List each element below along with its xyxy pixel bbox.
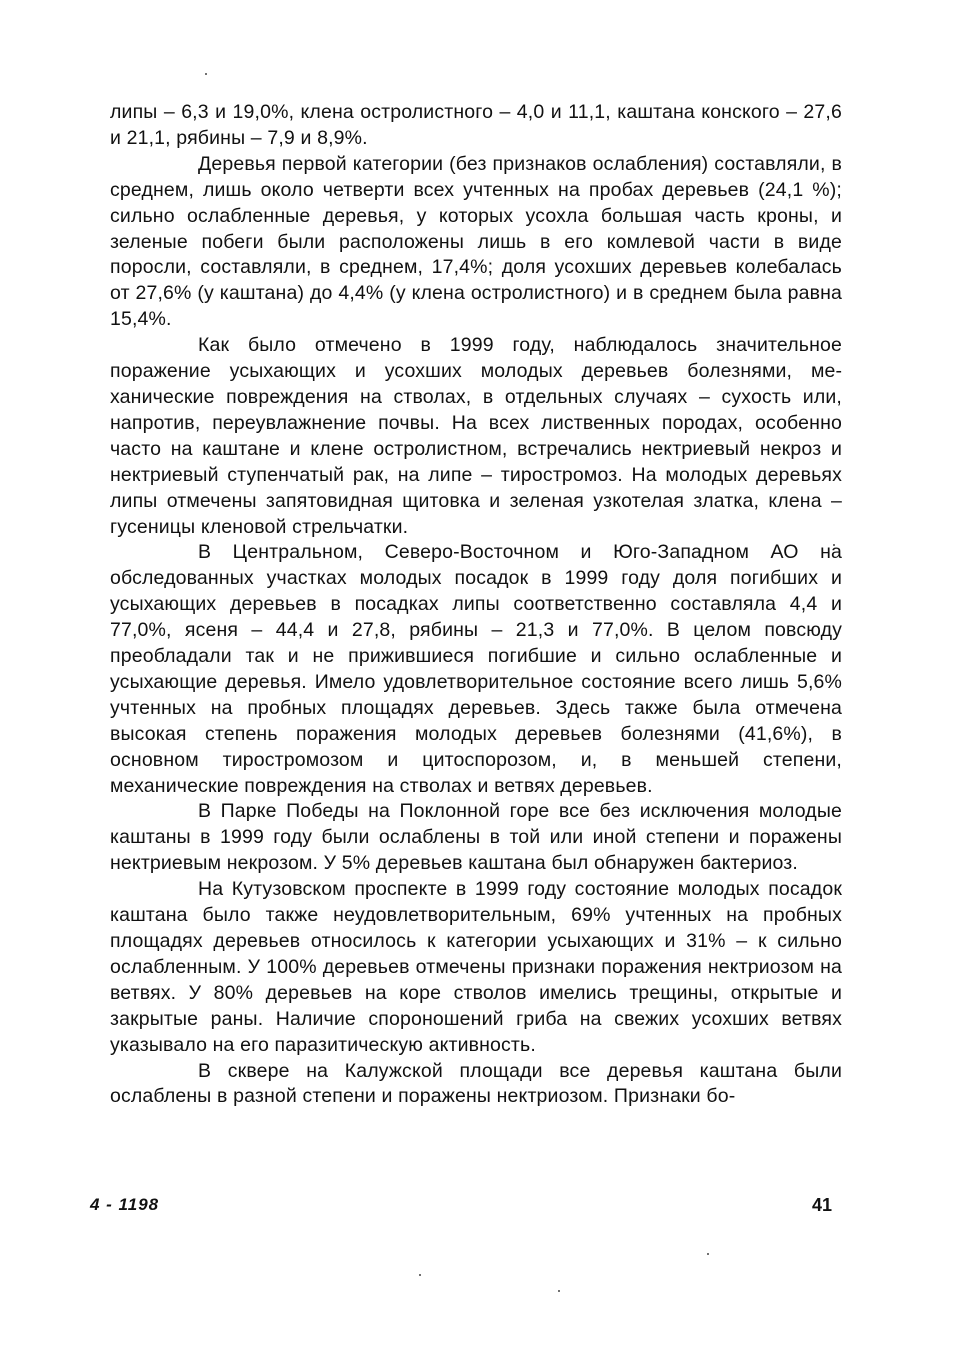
paragraph-first-category: Деревья первой категории (без признаков ослабления) составляли, в среднем, лишь около четверти всех учтенных на пробах деревьев (24,1 %); сильно ослабленные деревья, у которых усохла большая часть кроны, и зеленые побеги были расположены лишь в его комлевой части в виде поросли, составляли, в среднем, 17,4%; доля усохших деревьев колебалась от 27,6% (у каштана) до 4,4% (у клена остролистного) и в среднем была равна 15,4%. — [110, 152, 842, 331]
scan-speck — [707, 1253, 709, 1255]
page-number: 41 — [812, 1195, 833, 1215]
paragraph-districts: В Центральном, Северо-Восточном и Юго-Западном АО на обследованных участках молодых посадок в 1999 году доля погибших и усыхающих деревьев в посадках липы соответственно составляла 4,4 и 77,0%, ясеня – 44,4 и 27,8, рябины – 21,3 и 77,0%. В целом повсюду преобладали так и не прижившиеся погибшие и сильно ослабленные и усыхающие деревья. Имело удовлетворительное состояние всего лишь 5,6% учтенных на пробных площадях деревьев. Здесь также была отмечена высокая степень поражения молодых деревьев болезнями (41,6%), в основном тиростромозом и цитоспорозом, и, в меньшей степени, механические повреждения на стволах и ветвях деревьев. — [110, 541, 842, 797]
scan-speck — [419, 1274, 421, 1276]
scan-speck — [205, 73, 207, 75]
paragraph-kutuzovsky: На Кутузовском проспекте в 1999 году состояние молодых посадок каштана было также неудовлетворительным, 69% учтенных на пробных площадях деревьев относилось к категории усыхающих и 31% – к сильно ослабленным. У 100% деревьев отмечены признаки поражения нектриозом на ветвях. У 80% деревьев на коре стволов имелись трещины, открытые и закрытые раны. Наличие спороношений гриба на свежих усохших ветвях указывало на его паразитическую активность. — [110, 878, 842, 1056]
signature-mark: 4 - 1198 — [90, 1195, 160, 1214]
paragraph-victory-park: В Парке Победы на Поклонной горе все без исключения молодые каштаны в 1999 году были ослаблены в той или иной степени и поражены нектриевым некрозом. У 5% деревьев каштана был обнаружен бактериоз. — [110, 800, 842, 875]
paragraph-continuation: липы – 6,3 и 19,0%, клена остролистного – 4,0 и 11,1, каштана конского – 27,6 и 21,1, рябины – 7,9 и 8,9%. — [110, 101, 842, 149]
paragraph-kaluzhskaya: В сквере на Калужской площади все деревья каштана были ослаблены в разной степени и поражены нектриозом. Признаки бо- — [110, 1059, 842, 1108]
scan-speck — [558, 1290, 560, 1292]
paragraph-1999-damage: Как было отмечено в 1999 году, наблюдалось значительное поражение усыхающих и усохших молодых деревьев болезнями, механические повреждения на стволах, в отдельных случаях – сухость или, напротив, переувлажнение почвы. На всех лиственных породах, особенно часто на каштане и клене остролистном, встречались нектриевый некроз и нектриевый ступенчатый рак, на липе – тиростромоз. На молодых деревьях липы отмечены запятовидная щитовка и зеленая узкотелая златка, клена – гусеницы кленовой стрельчатки. — [110, 334, 842, 538]
body-text — [110, 100, 842, 1110]
